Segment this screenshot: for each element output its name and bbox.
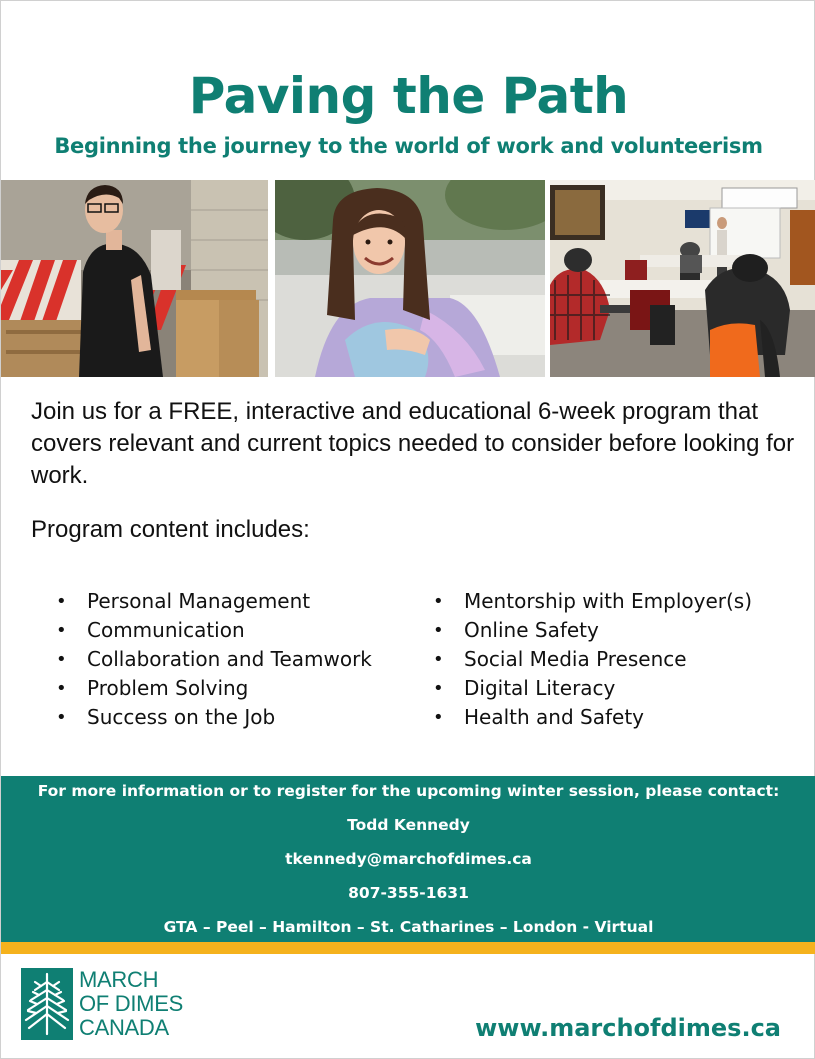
list-item: • Mentorship with Employer(s) <box>433 587 752 616</box>
bullet-icon: • <box>56 649 67 670</box>
bullet-icon: • <box>433 707 444 728</box>
contact-intro: For more information or to register for the upcoming winter session, please contact: <box>37 782 780 800</box>
topics-list-left <box>56 587 372 732</box>
contact-banner <box>1 776 815 942</box>
list-item: • Digital Literacy <box>433 674 752 703</box>
logo-wordmark: MARCH OF DIMES CANADA <box>79 967 183 1040</box>
bullet-icon: • <box>433 620 444 641</box>
contact-phone[interactable]: 807-355-1631 <box>348 884 469 902</box>
program-intro: Join us for a FREE, interactive and educational 6-week program that covers relevant and current topics needed to consider before looking for work. <box>31 398 795 489</box>
website-link[interactable]: www.marchofdimes.ca <box>475 1014 781 1042</box>
list-item: • Online Safety <box>433 616 752 645</box>
bullet-icon: • <box>56 707 67 728</box>
list-item: • Personal Management <box>56 587 372 616</box>
bullet-icon: • <box>56 678 67 699</box>
bullet-icon: • <box>56 591 67 612</box>
contact-email-link[interactable]: tkennedy@marchofdimes.ca <box>285 850 532 868</box>
list-item: • Communication <box>56 616 372 645</box>
bullet-icon: • <box>433 591 444 612</box>
contact-name: Todd Kennedy <box>347 816 470 834</box>
list-item: • Problem Solving <box>56 674 372 703</box>
bullet-icon: • <box>433 649 444 670</box>
photo-strip <box>1 180 815 377</box>
topics-list-right <box>433 587 752 732</box>
list-item: • Health and Safety <box>433 703 752 732</box>
program-content-label: Program content includes: <box>31 516 310 543</box>
photo-man-in-warehouse <box>1 180 268 377</box>
page-title: Paving the Path <box>188 67 629 125</box>
tree-logo-icon <box>21 968 73 1040</box>
photo-smiling-young-woman <box>275 180 545 377</box>
list-item: • Social Media Presence <box>433 645 752 674</box>
gold-divider <box>1 942 815 954</box>
list-item: • Collaboration and Teamwork <box>56 645 372 674</box>
list-item: • Success on the Job <box>56 703 372 732</box>
bullet-icon: • <box>433 678 444 699</box>
bullet-icon: • <box>56 620 67 641</box>
march-of-dimes-logo <box>21 968 211 1043</box>
photo-classroom-group <box>550 180 815 377</box>
contact-locations: GTA – Peel – Hamilton – St. Catharines – London - Virtual <box>163 918 654 936</box>
page-subtitle: Beginning the journey to the world of work and volunteerism <box>54 134 763 158</box>
